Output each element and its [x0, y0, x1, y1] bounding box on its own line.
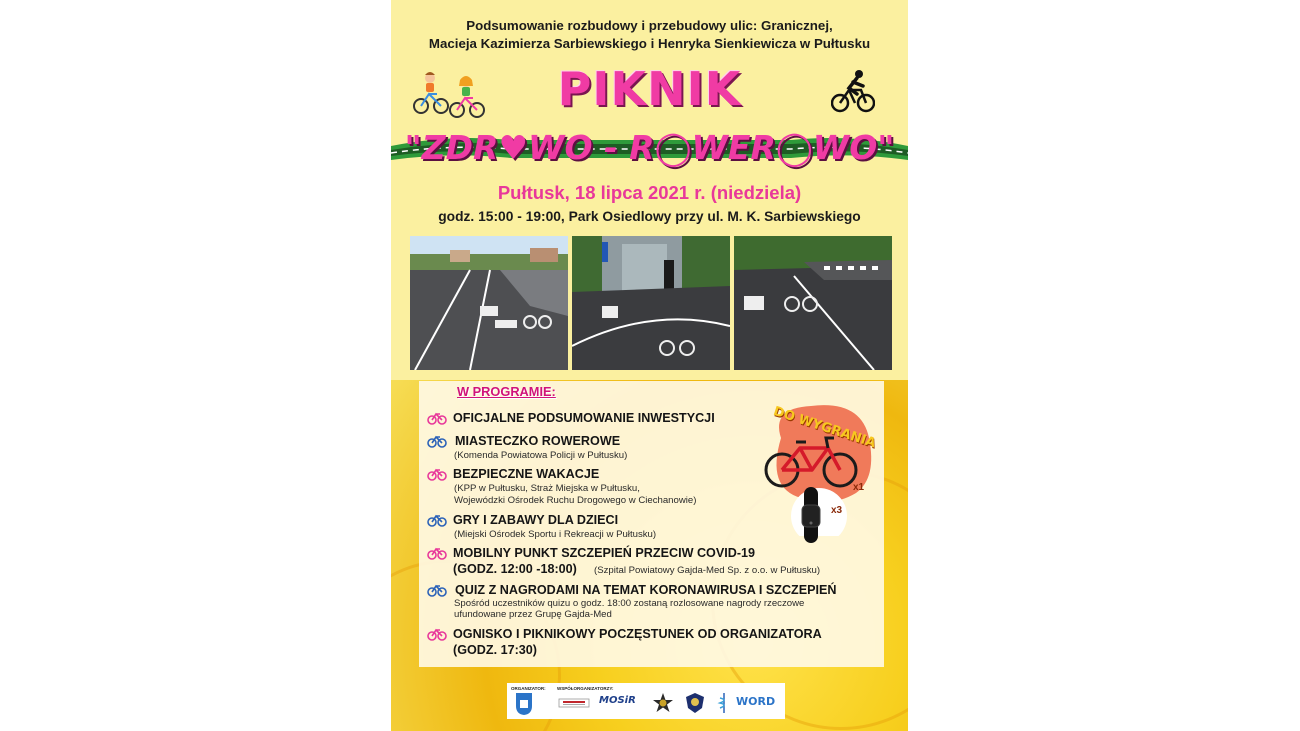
medical-logo: [717, 692, 731, 714]
program-item-subtext: (Komenda Powiatowa Policji w Pułtusku): [454, 450, 628, 461]
bike-pink-icon: [427, 626, 447, 642]
header-line-2: Macieja Kazimierza Sarbiewskiego i Henryka Sienkiewicza w Pułtusku: [428, 36, 871, 51]
header-line-1: Podsumowanie rozbudowy i przebudowy ulic: Granicznej,: [466, 18, 833, 33]
poster: [391, 0, 908, 731]
bike-pink-icon: [427, 410, 447, 426]
bike-blue-icon: [427, 433, 447, 449]
program-item-subtext: ufundowane przez Grupę Gajda-Med: [454, 609, 612, 620]
sponsors-bar: [507, 683, 785, 719]
bike-pink-icon: [427, 545, 447, 561]
photo-road-2: [572, 236, 730, 370]
prize-label: DO WYGRANIA: [771, 404, 878, 452]
bike-blue-icon: [427, 512, 447, 528]
coorganizers-label: WSPÓŁORGANIZATORZY:: [557, 686, 614, 691]
event-time-location: godz. 15:00 - 19:00, Park Osiedlowy przy ul. M. K. Sarbiewskiego: [438, 209, 861, 224]
program-item-title: BEZPIECZNE WAKACJE: [453, 467, 600, 481]
photo-road-1: [410, 236, 568, 370]
word-logo: WORD: [736, 695, 776, 708]
program-item-title: OGNISKO I PIKNIKOWY POCZĘSTUNEK OD ORGANIZATORA: [453, 627, 822, 641]
program-item-subtext: Wojewódzki Ośrodek Ruchu Drogowego w Ciechanowie): [454, 495, 697, 506]
photo-road-3: [734, 236, 892, 370]
starostwo-logo: [557, 695, 591, 713]
program-item-title: MIASTECZKO ROWEROWE: [455, 434, 621, 448]
police-star-logo: [652, 692, 674, 714]
program-item-title: QUIZ Z NAGRODAMI NA TEMAT KORONAWIRUSA I SZCZEPIEŃ: [455, 583, 837, 597]
program-heading: W PROGRAMIE:: [457, 384, 556, 399]
program-item-subtext: (Szpital Powiatowy Gajda-Med Sp. z o.o. w Pułtusku): [594, 565, 821, 576]
program-item-title: MOBILNY PUNKT SZCZEPIEŃ PRZECIW COVID-19: [453, 546, 756, 560]
program-item-subtext: Spośród uczestników quizu o godz. 18:00 zostaną rozlosowane nagrody rzeczowe: [454, 598, 805, 609]
poster-subtitle: "ZDR♥WO - R◯WER◯WO": [404, 128, 895, 167]
bike-pink-icon: [427, 466, 447, 482]
bike-count: x1: [853, 482, 865, 493]
organizer-label: ORGANIZATOR:: [511, 686, 546, 691]
program-item-title: GRY I ZABAWY DLA DZIECI: [453, 513, 619, 527]
program-item-hours: (GODZ. 17:30): [453, 643, 537, 657]
poster-title: PIKNIK: [557, 62, 742, 116]
bicycle-prize-icon: [764, 432, 858, 490]
mosir-logo: MOSiR: [599, 695, 636, 706]
smartband-prize-icon: [796, 487, 826, 543]
program-item-subtext: (Miejski Ośrodek Sportu i Rekreacji w Pułtusku): [454, 529, 657, 540]
program-item-hours: (GODZ. 12:00 -18:00): [453, 562, 577, 576]
header-text: [391, 17, 908, 53]
event-date: Pułtusk, 18 lipca 2021 r. (niedziela): [497, 182, 802, 203]
city-guard-badge-logo: [685, 692, 705, 714]
program-item-subtext: (KPP w Pułtusku, Straż Miejska w Pułtusku,: [454, 483, 640, 494]
band-count: x3: [831, 505, 843, 516]
program-item-title: OFICJALNE PODSUMOWANIE INWESTYCJI: [453, 411, 715, 425]
bike-blue-icon: [427, 582, 447, 598]
pultusk-crest-logo: [515, 692, 533, 716]
